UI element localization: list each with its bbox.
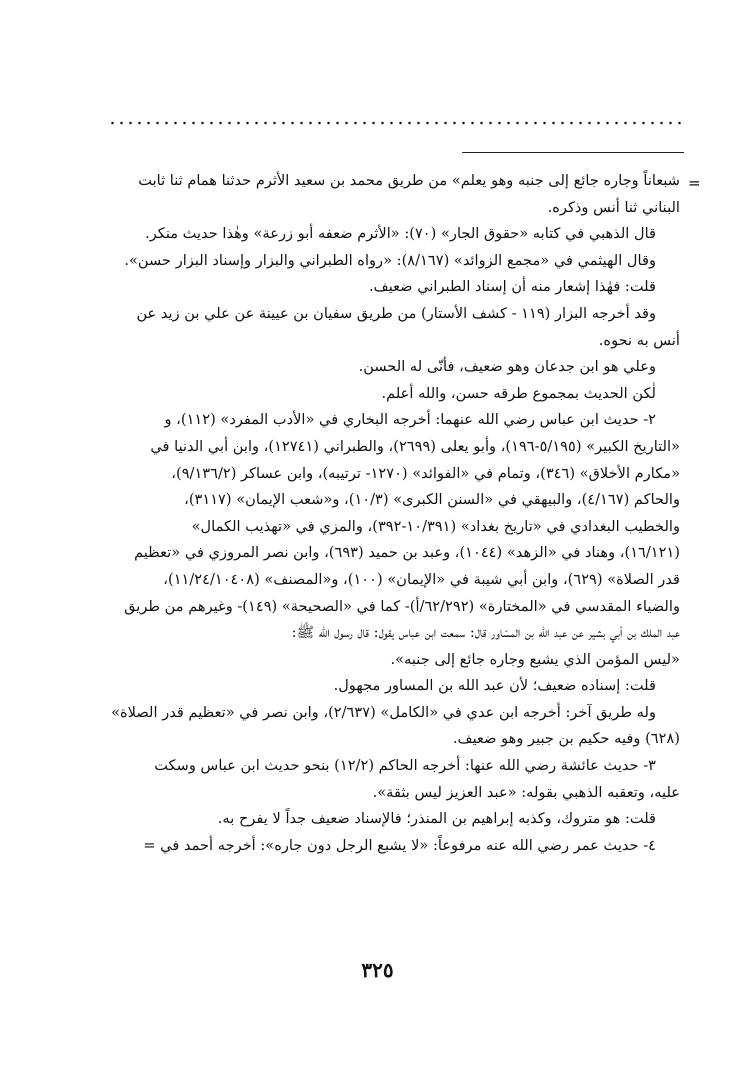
- text-line: «التاريخ الكبير» (٥/١٩٥-١٩٦)، وأبو يعلى (٢٦٩٩)، والطبراني (١٢٧٤١)، وابن أبي الدنيا في: [150, 437, 680, 455]
- text-line: قدر الصلاة» (٦٢٩)، وابن أبي شيبة في «الإيمان» (١٠٠)، و«المصنف» (١١/٢٤/١٠٤٠٨)،: [163, 570, 680, 588]
- text-line: والخطيب البغدادي في «تاريخ بغداد» (١٠/٣٩١-٣٩٢)، والمزي في «تهذيب الكمال»: [191, 517, 680, 535]
- text-line: شبعاناً وجاره جائع إلى جنبه وهو يعلم» من طريق محمد بن سعيد الأثرم حدثنا همام ثنا ثابت: [138, 172, 680, 189]
- text-line: البناني ثنا أنس وذكره.: [547, 198, 680, 216]
- text-line: (٦٢٨) وفيه حكيم بن جبير وهو ضعيف.: [452, 730, 680, 748]
- text-line: والضياء المقدسي في «المختارة» (٦٢/٢٩٢/أ)- كما في «الصحيحة» (١٤٩)- وغيرهم من طريق: [124, 597, 680, 615]
- text-line: قال الذهبي في كتابه «حقوق الجار» (٧٠): «الأثرم ضعفه أبو زرعة» وهٰذا حديث منكر.: [145, 225, 656, 243]
- text-line: وله طريق آخر: أخرجه ابن عدي في «الكامل» (٢/٦٣٧)، وابن نصر في «تعظيم قدر الصلاة»: [111, 703, 656, 721]
- text-line: قلت: فهٰذا إشعار منه أن إسناد الطبراني ضعيف.: [368, 278, 656, 296]
- text-line: وقد أخرجه البزار (١١٩ - كشف الأستار) من طريق سفيان بن عيينة عن علي بن زيد عن: [136, 304, 656, 322]
- footnote-rule: [462, 152, 684, 153]
- text-line: قلت: هو متروك، وكذبه إبراهيم بن المنذر؛ فالإسناد ضعيف جداً لا يفرح به.: [217, 810, 656, 828]
- text-line: وقال الهيثمي في «مجمع الزوائد» (٨/١٦٧): «رواه الطبراني والبزار وإسناد البزار حسن».: [124, 251, 656, 269]
- text-line: والحاكم (٤/١٦٧)، والبيهقي في «السنن الكبرى» (١٠/٣)، و«شعب الإيمان» (٣١١٧)،: [184, 491, 680, 509]
- text-line: ٢- حديث ابن عباس رضي الله عنهما: أخرجه البخاري في «الأدب المفرد» (١١٢)، و: [164, 411, 656, 429]
- continuation-mark: =: [688, 174, 701, 192]
- text-line: أنس به نحوه.: [598, 331, 680, 349]
- text-line: «مكارم الأخلاق» (٣٤٦)، وتمام في «الفوائد» (١٢٧٠- ترتيبه)، وابن عساكر (٩/١٣٦/٢)،: [171, 464, 680, 482]
- text-line: (١٦/١٢١)، وهناد في «الزهد» (١٠٤٤)، وعبد بن حميد (٦٩٣)، وابن نصر المروزي في «تعظيم: [134, 544, 680, 562]
- text-line: ٣- حديث عائشة رضي الله عنها: أخرجه الحاكم (١٢/٢) بنحو حديث ابن عباس وسكت: [154, 757, 656, 775]
- text-line: قلت: إسناده ضعيف؛ لأن عبد الله بن المساور مجهول.: [333, 677, 656, 695]
- page-number: ٣٢٥: [361, 958, 394, 982]
- text-line: «ليس المؤمن الذي يشبع وجاره جائع إلى جنبه».: [390, 650, 680, 668]
- dotted-separator: [108, 118, 683, 128]
- footnote-body: [102, 168, 680, 859]
- text-line: ٤- حديث عمر رضي الله عنه مرفوعاً: «لا يشبع الرجل دون جاره»: أخرجه أحمد في =: [143, 836, 656, 854]
- text-line: وعلي هو ابن جدعان وهو ضعيف، فأنّى له الحسن.: [358, 358, 656, 376]
- text-line: عبد الملك بن أبي بشير عن عبد الله بن المسّاور قال: سمعت ابن عباس يقول: قال رسول الله ﷺ:: [291, 624, 680, 642]
- text-line: عليه، وتعقبه الذهبي بقوله: «عبد العزيز ليس بثقة».: [372, 783, 680, 801]
- text-line: لٰكن الحديث بمجموع طرقه حسن، والله أعلم.: [381, 384, 656, 402]
